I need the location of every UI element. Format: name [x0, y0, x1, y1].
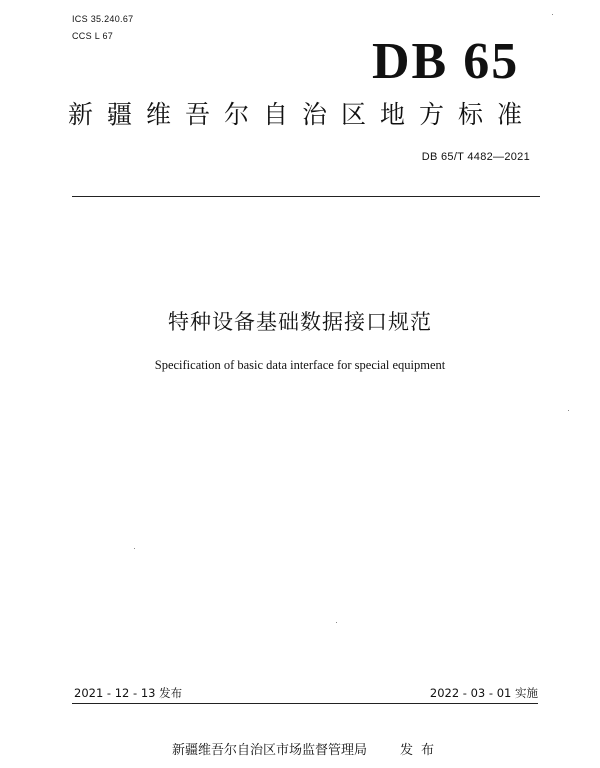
- scan-speck: [134, 548, 135, 549]
- scan-speck: [568, 410, 569, 411]
- db-logo: DB 65: [372, 33, 520, 90]
- scan-speck: [336, 622, 337, 623]
- document-title-en: Specification of basic data interface for special equipment: [154, 358, 446, 372]
- footer-rule: [72, 703, 538, 704]
- standard-kind: 新疆维吾尔自治区地方标准: [68, 100, 537, 129]
- implementation-date: 2022 - 03 - 01 实施: [429, 686, 538, 700]
- header-rule: [72, 196, 540, 197]
- standard-number: DB 65/T 4482—2021: [421, 151, 530, 163]
- ics-code: ICS 35.240.67: [72, 14, 134, 24]
- document-title-zh: 特种设备基础数据接口规范: [168, 310, 432, 334]
- issue-date: 2021 - 12 - 13 发布: [74, 686, 183, 700]
- issuing-authority: 新疆维吾尔自治区市场监督管理局: [172, 743, 368, 758]
- issue-verb: 发布: [400, 743, 443, 758]
- scan-speck: [552, 14, 553, 15]
- ccs-code: CCS L 67: [72, 31, 114, 41]
